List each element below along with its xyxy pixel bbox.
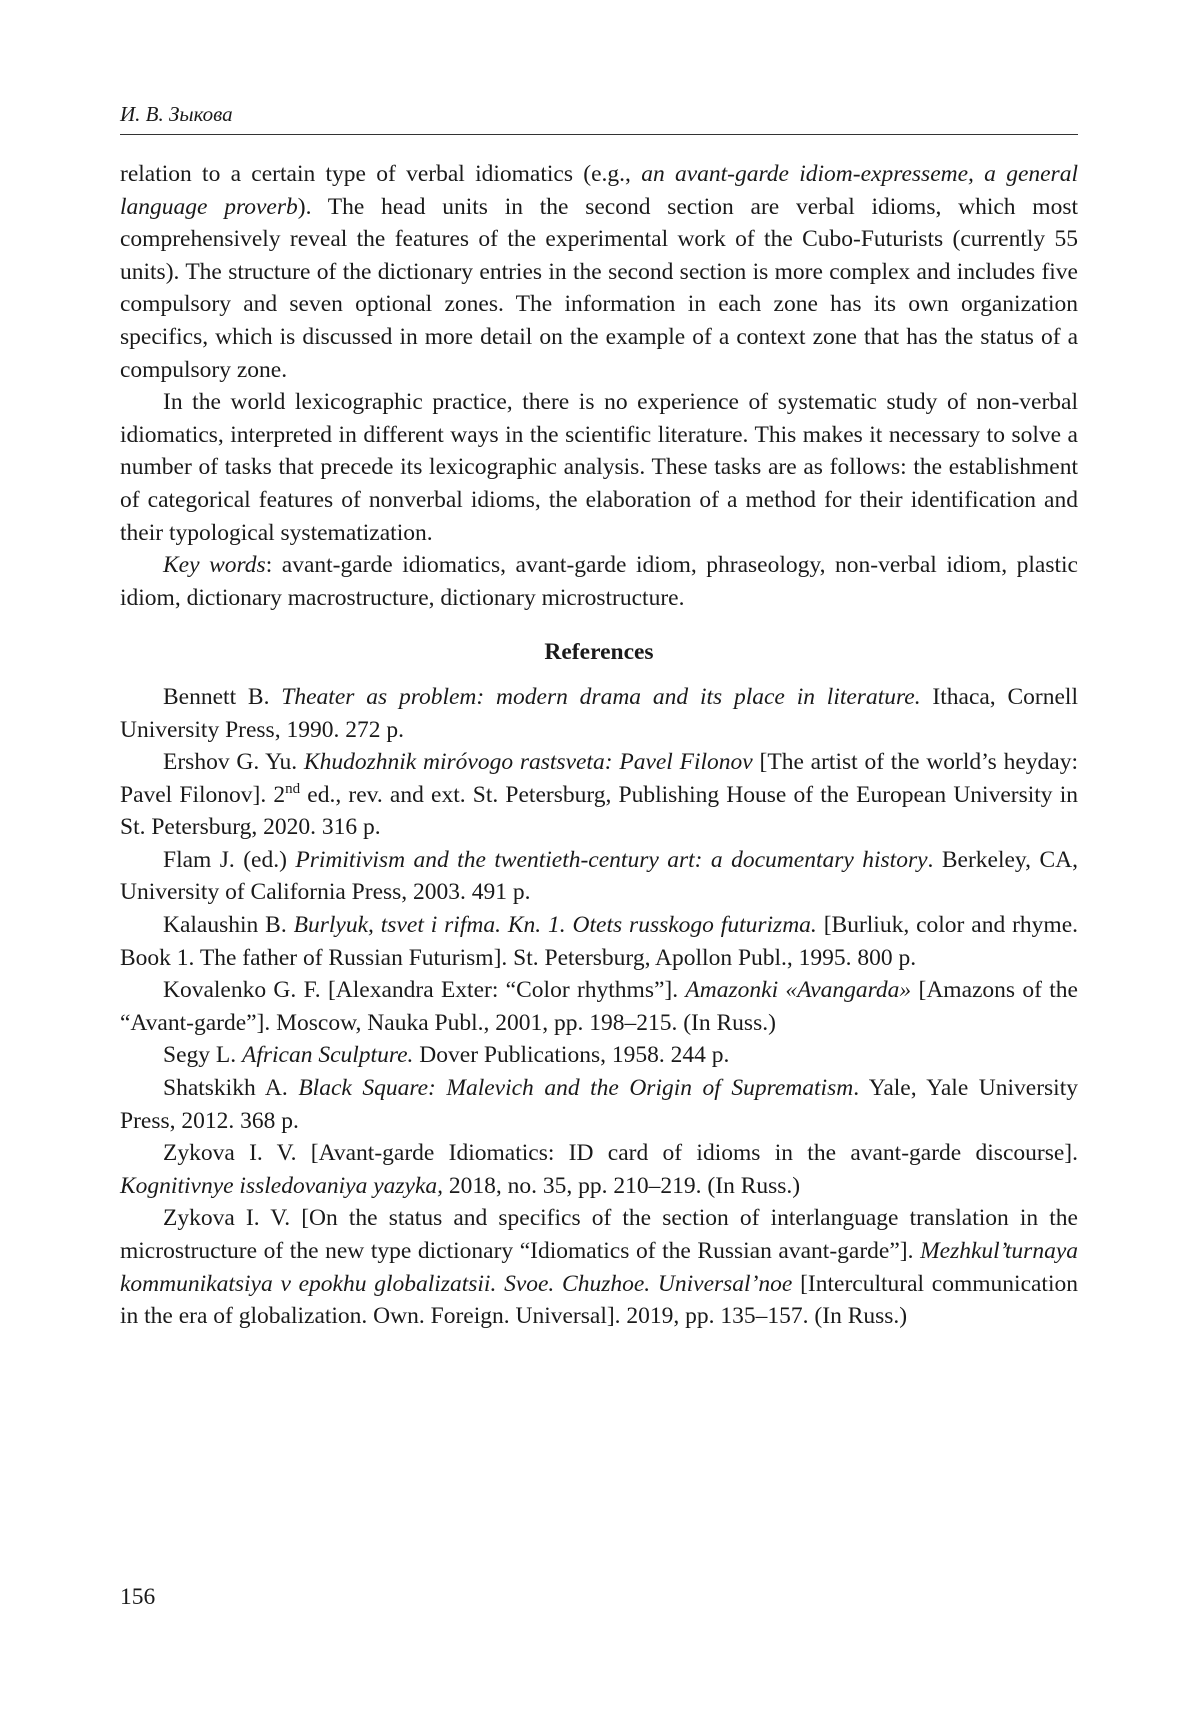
- reference-item: Bennett B. Theater as problem: modern drama and its place in literature. Ithaca, Cornell University Press, 1990. 272 p.: [120, 683, 1078, 743]
- reference-item: Kalaushin B. Burlyuk, tsvet i rifma. Kn. 1. Otets russkogo futurizma. [Burliuk, color and rhyme. Book 1. The father of Russian Futurism]. St. Petersburg, Apollon Publ., 1995. 800 p.: [120, 912, 1078, 971]
- reference-item: Shatskikh A. Black Square: Malevich and the Origin of Suprematism. Yale, Yale University Press, 2012. 368 p.: [120, 1075, 1078, 1134]
- abstract-paragraph-1: relation to a certain type of verbal idiomatics (e.g., an avant-garde idiom-expresseme, a general language proverb). The head units in the second section are verbal idioms, which most comprehensively reveal the features of the experimental work of the Cubo-Futurists (currently 55 units). The structure of the dictionary entries in the second section is more complex and includes five compulsory and seven optional zones. The information in each zone has its own organization specifics, which is discussed in more detail on the example of a context zone that has the status of a compulsory zone.: [120, 161, 1079, 383]
- keywords-text: : avant-garde idiomatics, avant-garde idiom, phraseology, non-verbal idiom, plastic idiom, dictionary macrostructure, dictionary microstructure.: [120, 552, 1078, 611]
- keywords-label: Key words: [163, 552, 266, 579]
- keywords-paragraph: [120, 549, 1078, 614]
- reference-item: Kovalenko G. F. [Alexandra Exter: “Color rhythms”]. Amazonki «Avangarda» [Amazons of the “Avant-garde”]. Moscow, Nauka Publ., 2001, pp. 198–215. (In Russ.): [120, 977, 1078, 1036]
- abstract-paragraph-2: In the world lexicographic practice, there is no experience of systematic study of non-verbal idiomatics, interpreted in different ways in the scientific literature. This makes it necessary to solve a number of tasks that precede its lexicographic analysis. These tasks are as follows: the establishment of categorical features of nonverbal idioms, the elaboration of a method for their identification and their typological systematization.: [120, 389, 1078, 546]
- running-head-text: И. В. Зыкова: [120, 102, 233, 126]
- reference-item: Zykova I. V. [Avant-garde Idiomatics: ID card of idioms in the avant-garde discourse]. Kognitivnye issledovaniya yazyka, 2018, no. 35, pp. 210–219. (In Russ.): [120, 1140, 1078, 1199]
- reference-item: Segy L. African Sculpture. Dover Publications, 1958. 244 p.: [163, 1042, 730, 1069]
- page-number: 156: [120, 1584, 156, 1610]
- running-head: [120, 100, 1078, 135]
- reference-item: Flam J. (ed.) Primitivism and the twentieth-century art: a documentary history. Berkeley, CA, University of California Press, 2003. 491 p.: [120, 846, 1078, 906]
- references-heading: References: [544, 639, 654, 666]
- page-body: [120, 158, 1078, 1333]
- reference-item: Zykova I. V. [On the status and specifics of the section of interlanguage translation in the microstructure of the new type dictionary “Idiomatics of the Russian avant-garde”]. Mezhkul’turnaya kommunikatsiya v epokhu globalizatsii. Svoe. Chuzhoe. Universal’noe [Intercultural communication in the era of globalization. Own. Foreign. Universal]. 2019, pp. 135–157. (In Russ.): [120, 1205, 1078, 1330]
- reference-item: Ershov G. Yu. Khudozhnik miróvogo rastsveta: Pavel Filonov [The artist of the world’s heyday: Pavel Filonov]. 2nd ed., rev. and ext. St. Petersburg, Publishing House of the European University in St. Petersburg, 2020. 316 p.: [120, 749, 1078, 841]
